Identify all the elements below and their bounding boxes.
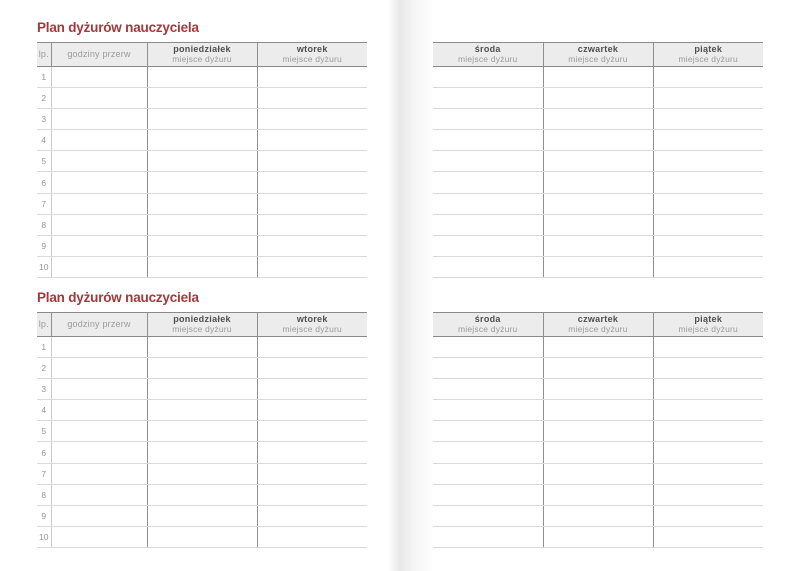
duty-table-header-row — [433, 313, 763, 337]
col-lp-header: lp. — [37, 43, 51, 67]
duty-table-header-row — [37, 43, 367, 67]
duty-place-cell — [543, 256, 653, 277]
right-page-block — [433, 312, 763, 548]
duty-place-cell — [653, 109, 763, 130]
duty-row — [433, 526, 763, 547]
duty-row — [433, 421, 763, 442]
duty-place-cell — [433, 400, 543, 421]
duty-row — [433, 463, 763, 484]
duty-row — [433, 379, 763, 400]
break-time-cell — [51, 337, 147, 358]
col-monday-header — [147, 313, 257, 337]
duty-place-cell — [433, 193, 543, 214]
duty-place-cell — [543, 172, 653, 193]
right-page-block — [433, 42, 763, 278]
break-time-cell — [51, 67, 147, 88]
duty-place-cell — [147, 214, 257, 235]
duty-place-cell — [433, 235, 543, 256]
row-number: 10 — [37, 526, 51, 547]
duty-table-header-row — [37, 313, 367, 337]
duty-row — [433, 88, 763, 109]
duty-place-cell — [147, 421, 257, 442]
col-breaks-header: godziny przerw — [51, 43, 147, 67]
day-sub: miejsce dyżuru — [568, 54, 628, 64]
duty-place-cell — [433, 214, 543, 235]
row-number: 3 — [37, 379, 51, 400]
plan-title: Plan dyżurów nauczyciela — [37, 290, 199, 305]
duty-row — [433, 151, 763, 172]
duty-row — [37, 214, 367, 235]
break-time-cell — [51, 484, 147, 505]
duty-place-cell — [653, 256, 763, 277]
duty-place-cell — [147, 193, 257, 214]
duty-place-cell — [147, 463, 257, 484]
day-sub: miejsce dyżuru — [678, 324, 738, 334]
duty-place-cell — [433, 358, 543, 379]
duty-place-cell — [433, 88, 543, 109]
duty-row — [37, 379, 367, 400]
duty-place-cell — [433, 526, 543, 547]
duty-place-cell — [257, 526, 367, 547]
duty-place-cell — [653, 337, 763, 358]
duty-place-cell — [543, 130, 653, 151]
duty-place-cell — [257, 151, 367, 172]
duty-place-cell — [257, 88, 367, 109]
day-name: wtorek — [296, 44, 328, 54]
duty-place-cell — [147, 256, 257, 277]
break-time-cell — [51, 130, 147, 151]
row-number: 8 — [37, 484, 51, 505]
duty-place-cell — [543, 109, 653, 130]
col-lp-header: lp. — [37, 313, 51, 337]
duty-row — [433, 442, 763, 463]
duty-place-cell — [543, 505, 653, 526]
duty-place-cell — [653, 214, 763, 235]
duty-place-cell — [433, 109, 543, 130]
duty-place-cell — [147, 109, 257, 130]
col-wednesday-header — [433, 43, 543, 67]
duty-place-cell — [543, 400, 653, 421]
col-tuesday-header — [257, 313, 367, 337]
day-name: czwartek — [577, 314, 619, 324]
duty-row — [37, 484, 367, 505]
duty-row — [37, 172, 367, 193]
duty-row — [37, 235, 367, 256]
day-sub: miejsce dyżuru — [172, 324, 232, 334]
duty-place-cell — [653, 88, 763, 109]
duty-place-cell — [257, 463, 367, 484]
duty-place-cell — [257, 193, 367, 214]
duty-place-cell — [653, 526, 763, 547]
duty-place-cell — [257, 67, 367, 88]
break-time-cell — [51, 214, 147, 235]
duty-row — [37, 88, 367, 109]
duty-place-cell — [653, 193, 763, 214]
duty-row — [37, 67, 367, 88]
duty-place-cell — [653, 130, 763, 151]
break-time-cell — [51, 88, 147, 109]
duty-row — [37, 400, 367, 421]
row-number: 2 — [37, 88, 51, 109]
row-number: 9 — [37, 235, 51, 256]
duty-row — [37, 130, 367, 151]
duty-place-cell — [147, 88, 257, 109]
day-name: poniedziałek — [173, 314, 231, 324]
duty-row — [433, 214, 763, 235]
duty-row — [37, 193, 367, 214]
duty-place-cell — [433, 421, 543, 442]
duty-row — [37, 442, 367, 463]
col-friday-header — [653, 313, 763, 337]
duty-place-cell — [257, 442, 367, 463]
row-number: 5 — [37, 151, 51, 172]
duty-table-header-row — [433, 43, 763, 67]
duty-table-left — [37, 312, 367, 548]
duty-place-cell — [147, 235, 257, 256]
row-number: 5 — [37, 421, 51, 442]
break-time-cell — [51, 109, 147, 130]
duty-place-cell — [147, 67, 257, 88]
duty-place-cell — [653, 505, 763, 526]
duty-place-cell — [257, 130, 367, 151]
day-sub: miejsce dyżuru — [458, 324, 518, 334]
duty-row — [433, 130, 763, 151]
duty-place-cell — [543, 526, 653, 547]
duty-place-cell — [257, 484, 367, 505]
duty-place-cell — [543, 67, 653, 88]
duty-place-cell — [257, 172, 367, 193]
duty-row — [433, 67, 763, 88]
day-name: środa — [474, 44, 501, 54]
break-time-cell — [51, 172, 147, 193]
duty-row — [37, 421, 367, 442]
day-sub: miejsce dyżuru — [678, 54, 738, 64]
row-number: 4 — [37, 400, 51, 421]
duty-row — [433, 358, 763, 379]
duty-place-cell — [147, 400, 257, 421]
row-number: 8 — [37, 214, 51, 235]
row-number: 1 — [37, 67, 51, 88]
duty-place-cell — [543, 151, 653, 172]
break-time-cell — [51, 151, 147, 172]
break-time-cell — [51, 358, 147, 379]
duty-place-cell — [257, 235, 367, 256]
duty-place-cell — [257, 109, 367, 130]
duty-place-cell — [257, 421, 367, 442]
col-friday-header — [653, 43, 763, 67]
duty-place-cell — [543, 358, 653, 379]
duty-place-cell — [543, 421, 653, 442]
duty-row — [433, 193, 763, 214]
row-number: 4 — [37, 130, 51, 151]
duty-row — [37, 526, 367, 547]
plan-title: Plan dyżurów nauczyciela — [37, 20, 199, 35]
duty-row — [37, 109, 367, 130]
duty-place-cell — [147, 526, 257, 547]
duty-place-cell — [433, 442, 543, 463]
duty-place-cell — [433, 379, 543, 400]
duty-place-cell — [257, 256, 367, 277]
duty-place-cell — [433, 337, 543, 358]
duty-place-cell — [257, 505, 367, 526]
duty-row — [433, 109, 763, 130]
duty-row — [433, 505, 763, 526]
duty-place-cell — [147, 151, 257, 172]
duty-place-cell — [433, 130, 543, 151]
break-time-cell — [51, 442, 147, 463]
duty-row — [433, 256, 763, 277]
duty-place-cell — [257, 214, 367, 235]
duty-place-cell — [543, 463, 653, 484]
col-monday-header — [147, 43, 257, 67]
row-number: 7 — [37, 463, 51, 484]
book-spine-shadow — [388, 0, 434, 571]
duty-place-cell — [257, 400, 367, 421]
duty-place-cell — [653, 421, 763, 442]
left-page-block — [37, 290, 367, 548]
duty-place-cell — [433, 463, 543, 484]
duty-place-cell — [433, 151, 543, 172]
row-number: 9 — [37, 505, 51, 526]
duty-row — [37, 505, 367, 526]
day-name: piątek — [694, 314, 723, 324]
day-sub: miejsce dyżuru — [172, 54, 232, 64]
duty-place-cell — [543, 337, 653, 358]
row-number: 6 — [37, 442, 51, 463]
duty-place-cell — [147, 484, 257, 505]
duty-place-cell — [257, 337, 367, 358]
duty-row — [37, 463, 367, 484]
day-sub: miejsce dyżuru — [282, 54, 342, 64]
duty-table-right — [433, 312, 763, 548]
duty-table-left — [37, 42, 367, 278]
duty-place-cell — [433, 67, 543, 88]
duty-place-cell — [147, 358, 257, 379]
day-name: wtorek — [296, 314, 328, 324]
duty-row — [433, 400, 763, 421]
duty-place-cell — [653, 484, 763, 505]
duty-place-cell — [257, 358, 367, 379]
duty-place-cell — [653, 172, 763, 193]
duty-place-cell — [543, 214, 653, 235]
row-number: 1 — [37, 337, 51, 358]
duty-place-cell — [433, 484, 543, 505]
break-time-cell — [51, 463, 147, 484]
duty-place-cell — [543, 88, 653, 109]
day-sub: miejsce dyżuru — [458, 54, 518, 64]
duty-row — [433, 235, 763, 256]
break-time-cell — [51, 400, 147, 421]
day-sub: miejsce dyżuru — [282, 324, 342, 334]
duty-place-cell — [543, 484, 653, 505]
duty-row — [433, 484, 763, 505]
duty-place-cell — [653, 358, 763, 379]
duty-row — [37, 151, 367, 172]
col-thursday-header — [543, 43, 653, 67]
day-name: poniedziałek — [173, 44, 231, 54]
break-time-cell — [51, 193, 147, 214]
duty-place-cell — [653, 235, 763, 256]
duty-row — [433, 337, 763, 358]
duty-place-cell — [653, 463, 763, 484]
duty-place-cell — [653, 379, 763, 400]
duty-row — [37, 358, 367, 379]
row-number: 2 — [37, 358, 51, 379]
duty-place-cell — [653, 442, 763, 463]
duty-place-cell — [433, 505, 543, 526]
duty-place-cell — [257, 379, 367, 400]
break-time-cell — [51, 505, 147, 526]
day-name: środa — [474, 314, 501, 324]
duty-place-cell — [653, 400, 763, 421]
duty-place-cell — [147, 130, 257, 151]
break-time-cell — [51, 421, 147, 442]
row-number: 6 — [37, 172, 51, 193]
duty-place-cell — [147, 379, 257, 400]
duty-row — [433, 172, 763, 193]
col-breaks-header: godziny przerw — [51, 313, 147, 337]
duty-place-cell — [653, 67, 763, 88]
break-time-cell — [51, 235, 147, 256]
col-thursday-header — [543, 313, 653, 337]
duty-place-cell — [543, 235, 653, 256]
day-name: czwartek — [577, 44, 619, 54]
break-time-cell — [51, 526, 147, 547]
duty-place-cell — [147, 172, 257, 193]
duty-place-cell — [433, 172, 543, 193]
day-sub: miejsce dyżuru — [568, 324, 628, 334]
col-tuesday-header — [257, 43, 367, 67]
duty-place-cell — [653, 151, 763, 172]
row-number: 10 — [37, 256, 51, 277]
day-name: piątek — [694, 44, 723, 54]
duty-place-cell — [543, 442, 653, 463]
left-page-block — [37, 20, 367, 278]
duty-row — [37, 337, 367, 358]
duty-place-cell — [147, 442, 257, 463]
duty-place-cell — [147, 337, 257, 358]
row-number: 3 — [37, 109, 51, 130]
duty-row — [37, 256, 367, 277]
duty-place-cell — [433, 256, 543, 277]
duty-table-right — [433, 42, 763, 278]
break-time-cell — [51, 256, 147, 277]
break-time-cell — [51, 379, 147, 400]
duty-place-cell — [543, 193, 653, 214]
duty-place-cell — [147, 505, 257, 526]
duty-place-cell — [543, 379, 653, 400]
row-number: 7 — [37, 193, 51, 214]
col-wednesday-header — [433, 313, 543, 337]
